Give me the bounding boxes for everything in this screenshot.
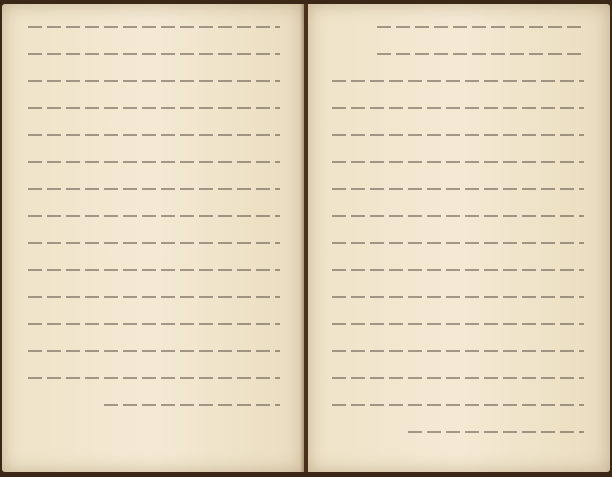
ink-line bbox=[332, 242, 584, 244]
ink-line bbox=[332, 404, 584, 406]
ink-line bbox=[332, 215, 584, 217]
left-text-block bbox=[28, 26, 280, 431]
ink-line bbox=[28, 107, 280, 109]
ink-line bbox=[28, 350, 280, 352]
ink-line bbox=[332, 107, 584, 109]
ink-line bbox=[332, 323, 584, 325]
left-page bbox=[2, 4, 304, 472]
ink-line bbox=[28, 26, 280, 28]
ink-line bbox=[408, 431, 584, 433]
ink-line bbox=[332, 188, 584, 190]
ink-line bbox=[332, 161, 584, 163]
ink-line bbox=[28, 188, 280, 190]
ink-line bbox=[332, 377, 584, 379]
ink-line bbox=[28, 269, 280, 271]
ink-line bbox=[377, 26, 584, 28]
ink-line bbox=[332, 134, 584, 136]
ink-line bbox=[28, 161, 280, 163]
ink-line bbox=[28, 323, 280, 325]
ink-line bbox=[28, 134, 280, 136]
ink-line bbox=[28, 215, 280, 217]
ink-line bbox=[332, 350, 584, 352]
ink-line bbox=[104, 404, 280, 406]
ink-line bbox=[332, 80, 584, 82]
right-page bbox=[308, 4, 610, 472]
right-text-block bbox=[332, 26, 584, 458]
ink-line bbox=[28, 242, 280, 244]
ink-line bbox=[28, 53, 280, 55]
ink-line bbox=[28, 377, 280, 379]
ink-line bbox=[28, 296, 280, 298]
ink-line bbox=[377, 53, 584, 55]
ink-line bbox=[332, 296, 584, 298]
ink-line bbox=[28, 80, 280, 82]
ink-line bbox=[332, 269, 584, 271]
